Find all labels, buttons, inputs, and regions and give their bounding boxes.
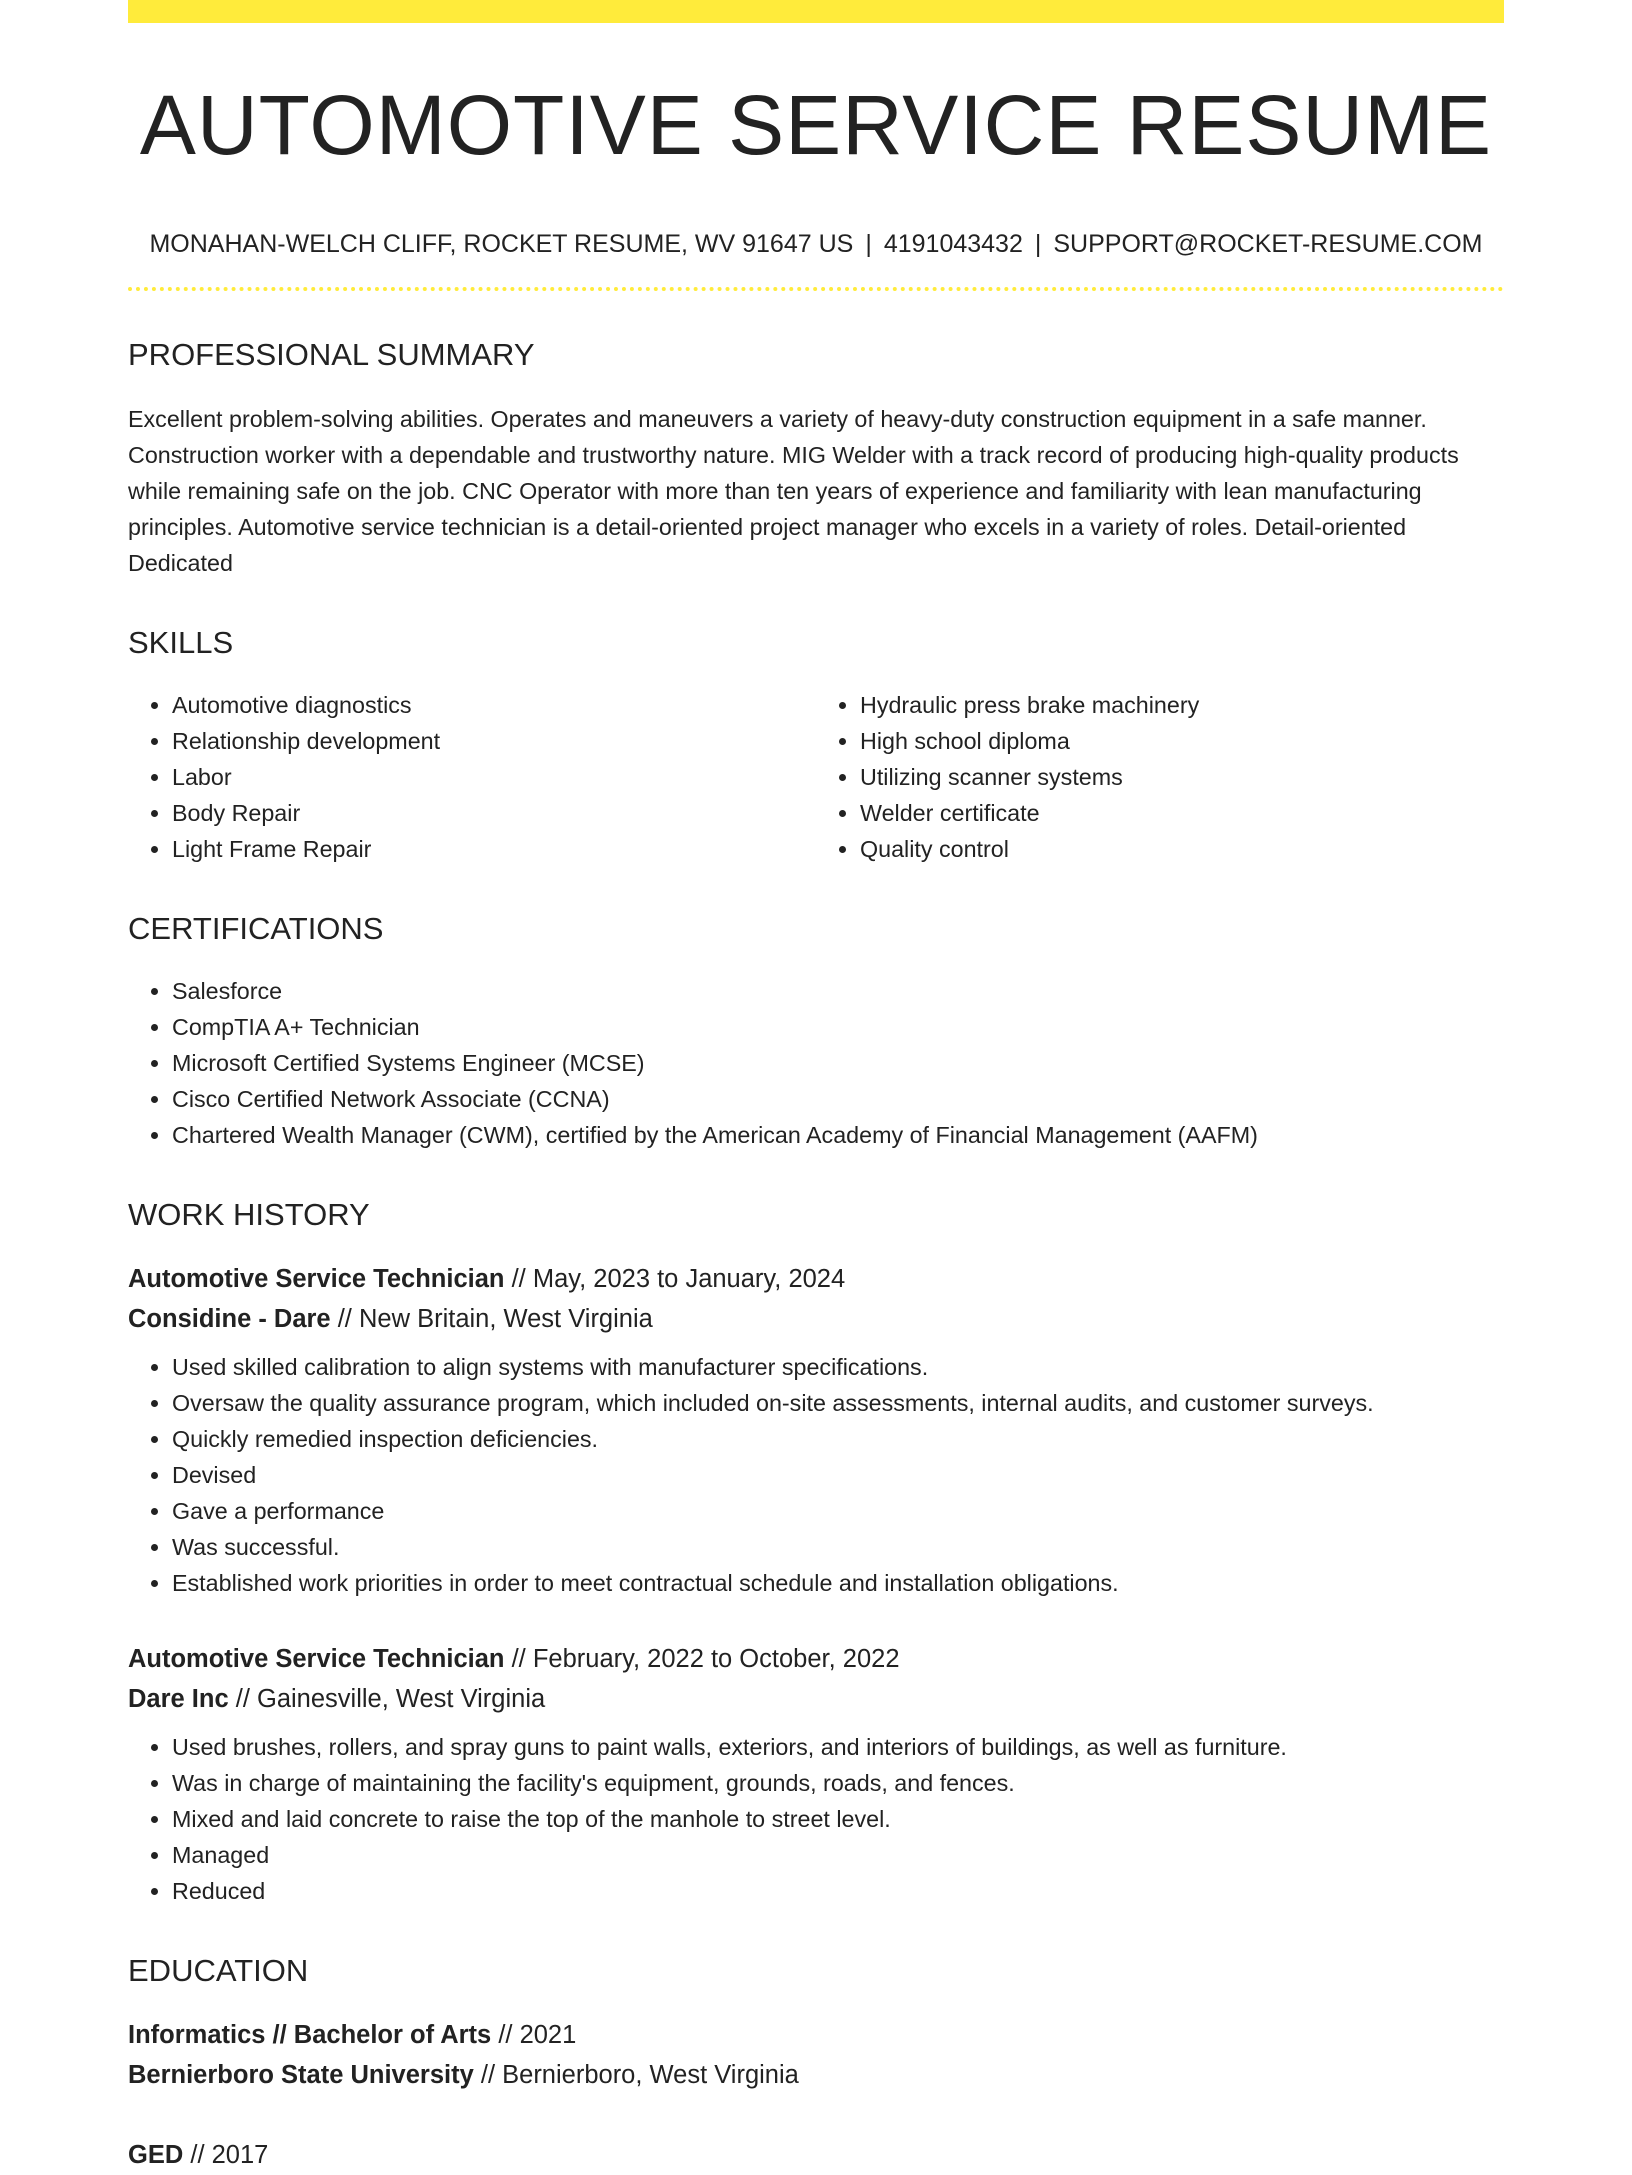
job-location: // New Britain, West Virginia [337, 1305, 653, 1334]
job-bullet: • Quickly remedied inspection deficiencies. [172, 1421, 1504, 1457]
certifications-section [128, 911, 1504, 1153]
job-bullet: • Used brushes, rollers, and spray guns to paint walls, exteriors, and interiors of buildings, as well as furniture. [172, 1729, 1504, 1765]
skills-heading: SKILLS [128, 625, 234, 661]
education-degree-line [128, 2015, 1504, 2055]
skill-item: • Utilizing scanner systems [860, 759, 1504, 795]
certification-item: • Cisco Certified Network Associate (CCNA) [172, 1081, 1504, 1117]
job-bullet: • Gave a performance [172, 1493, 1504, 1529]
education-heading: EDUCATION [128, 1953, 309, 1989]
job-bullet: • Mixed and laid concrete to raise the top of the manhole to street level. [172, 1801, 1504, 1837]
job-title: Automotive Service Technician [128, 1645, 505, 1674]
job-bullet: • Devised [172, 1457, 1504, 1493]
job-bullet: • Was successful. [172, 1529, 1504, 1565]
job-title: Automotive Service Technician [128, 1265, 505, 1294]
job-bullet: • Reduced [172, 1873, 1504, 1909]
skills-list-right [816, 687, 1504, 867]
skills-section [128, 625, 1504, 867]
skills-columns [128, 661, 1504, 867]
job-company-line [128, 1299, 1504, 1339]
certifications-list [128, 973, 1504, 1153]
resume-title: AUTOMOTIVE SERVICE RESUME [139, 78, 1493, 172]
job-company: Dare Inc [128, 1685, 229, 1714]
summary-heading: PROFESSIONAL SUMMARY [128, 337, 535, 373]
work-history-heading: WORK HISTORY [128, 1197, 370, 1233]
job-bullet: • Oversaw the quality assurance program, which included on-site assessments, internal audits, and customer surveys. [172, 1385, 1504, 1421]
certification-item: • Microsoft Certified Systems Engineer (MCSE) [172, 1045, 1504, 1081]
contact-address: MONAHAN-WELCH CLIFF, ROCKET RESUME, WV 91647 US [149, 230, 854, 259]
education-school: Bernierboro State University [128, 2061, 474, 2090]
education-degree: Informatics // Bachelor of Arts [128, 2021, 492, 2050]
job-title-line [128, 1259, 1504, 1299]
contact-email: SUPPORT@ROCKET-RESUME.COM [1053, 230, 1483, 259]
job-bullets [128, 1729, 1504, 1909]
skill-item: • High school diploma [860, 723, 1504, 759]
job-location: // Gainesville, West Virginia [235, 1685, 546, 1714]
job-company: Considine - Dare [128, 1305, 331, 1334]
education-year: // 2021 [498, 2021, 577, 2050]
skill-item: • Relationship development [172, 723, 816, 759]
job-bullet: • Was in charge of maintaining the facility's equipment, grounds, roads, and fences. [172, 1765, 1504, 1801]
skill-item: • Labor [172, 759, 816, 795]
work-history-section [128, 1197, 1504, 1909]
job-bullet: • Established work priorities in order to meet contractual schedule and installation obligations. [172, 1565, 1504, 1601]
skill-item: • Light Frame Repair [172, 831, 816, 867]
contact-line [128, 229, 1504, 259]
resume-page [128, 0, 1504, 2175]
certification-item: • CompTIA A+ Technician [172, 1009, 1504, 1045]
education-year: // 2017 [190, 2141, 269, 2170]
job-entry [128, 1259, 1504, 1601]
job-entry [128, 1639, 1504, 1909]
contact-separator: | [865, 230, 872, 259]
skill-item: • Quality control [860, 831, 1504, 867]
summary-section [128, 337, 1504, 581]
skill-item: • Hydraulic press brake machinery [860, 687, 1504, 723]
education-entry [128, 2015, 1504, 2095]
skills-list-left [128, 687, 816, 867]
skill-item: • Automotive diagnostics [172, 687, 816, 723]
education-entry [128, 2135, 1504, 2175]
dotted-divider [128, 287, 1504, 291]
job-title-line [128, 1639, 1504, 1679]
job-dates: // May, 2023 to January, 2024 [511, 1265, 846, 1294]
summary-text: Excellent problem-solving abilities. Operates and maneuvers a variety of heavy-duty construction equipment in a safe manner. Construction worker with a dependable and trustworthy nature. MIG Welder with a track record of producing high-quality products while remaining safe on the job. CNC Operator with more than ten years of experience and familiarity with lean manufacturing principles. Automotive service technician is a detail-oriented project manager who excels in a variety of roles. Detail-oriented Dedicated [128, 406, 1459, 577]
job-bullet: • Managed [172, 1837, 1504, 1873]
skill-item: • Body Repair [172, 795, 816, 831]
job-dates: // February, 2022 to October, 2022 [511, 1645, 900, 1674]
contact-phone: 4191043432 [883, 230, 1023, 259]
job-company-line [128, 1679, 1504, 1719]
skill-item: • Welder certificate [860, 795, 1504, 831]
job-bullet: • Used skilled calibration to align systems with manufacturer specifications. [172, 1349, 1504, 1385]
education-location: // Bernierboro, West Virginia [480, 2061, 799, 2090]
top-accent-bar [128, 0, 1504, 23]
education-school-line [128, 2055, 1504, 2095]
certification-item: • Salesforce [172, 973, 1504, 1009]
certifications-heading: CERTIFICATIONS [128, 911, 384, 947]
contact-separator: | [1034, 230, 1042, 259]
certification-item: • Chartered Wealth Manager (CWM), certified by the American Academy of Financial Management (AAFM) [172, 1117, 1504, 1153]
education-degree-line [128, 2135, 1504, 2175]
education-section [128, 1953, 1504, 2175]
education-degree: GED [128, 2141, 184, 2170]
job-bullets [128, 1349, 1504, 1601]
